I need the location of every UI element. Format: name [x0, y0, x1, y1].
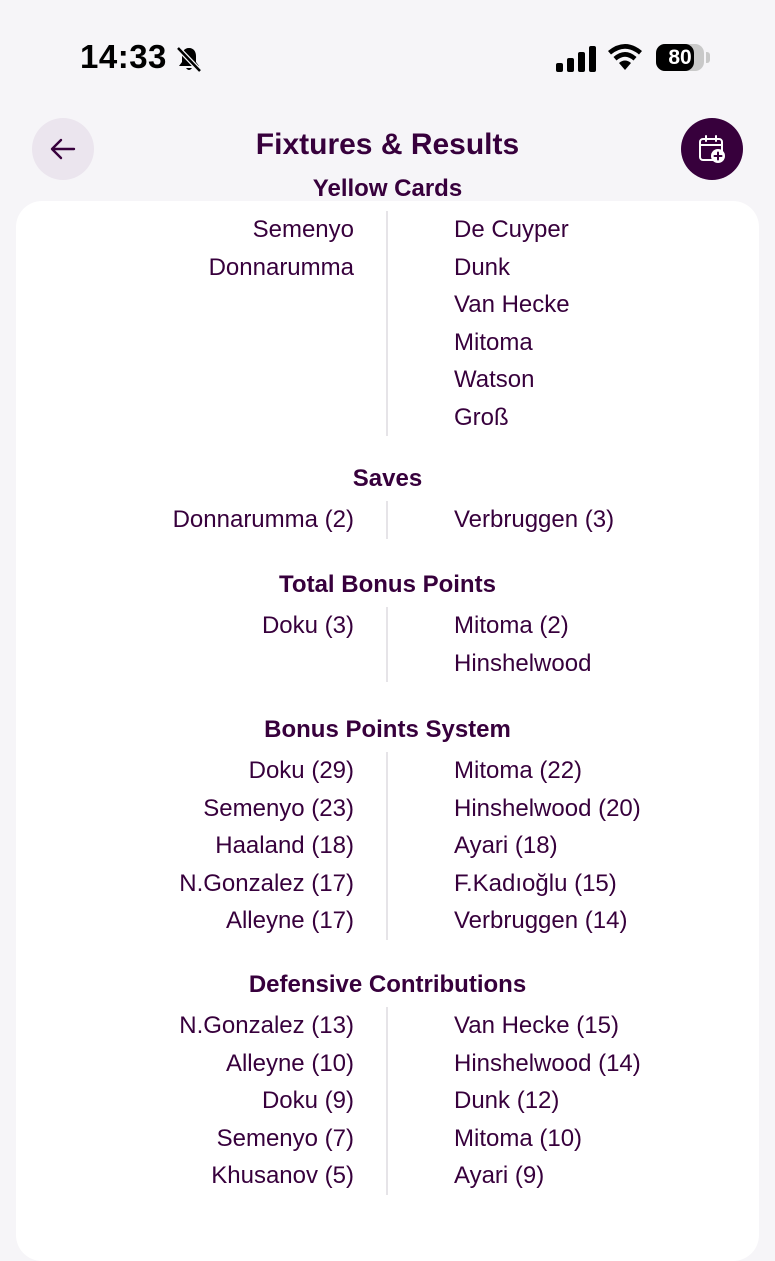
section-saves	[16, 461, 759, 567]
signal-icon	[556, 46, 596, 72]
stat-columns	[16, 211, 759, 436]
player-row: Mitoma (22)	[454, 757, 583, 784]
section-title: Bonus Points System	[264, 716, 511, 743]
wifi-icon	[607, 42, 643, 72]
player-row: Groß	[454, 403, 509, 431]
player-row: Dunk	[454, 253, 511, 281]
player-row: Hinshelwood (14)	[454, 1049, 641, 1077]
player-row: Watson	[454, 366, 535, 393]
away-column	[388, 211, 570, 436]
home-column	[16, 1007, 354, 1195]
stat-columns	[16, 501, 759, 539]
home-column	[16, 752, 354, 940]
status-bar	[0, 0, 775, 110]
stat-columns	[16, 752, 759, 940]
home-column	[16, 501, 354, 539]
player-row: Hinshelwood	[454, 649, 592, 677]
player-row: Ayari (9)	[454, 1162, 545, 1189]
section-title: Yellow Cards	[312, 175, 463, 202]
player-row: Dunk (12)	[454, 1087, 560, 1114]
stats-scroll-content	[16, 171, 759, 1195]
player-row: N.Gonzalez (13)	[179, 1012, 354, 1039]
player-row: Alleyne (10)	[225, 1049, 354, 1077]
section-defensive-contributions	[16, 967, 759, 1195]
home-column	[16, 211, 354, 436]
battery-indicator	[656, 44, 704, 71]
player-row: Verbruggen (14)	[454, 907, 628, 934]
player-row: Doku (9)	[261, 1087, 354, 1114]
player-row: Khusanov (5)	[211, 1162, 354, 1189]
player-row: Hinshelwood (20)	[454, 794, 641, 822]
player-row: Ayari (18)	[454, 832, 558, 859]
stat-columns	[16, 1007, 759, 1195]
player-row: F.Kadıoğlu (15)	[454, 869, 617, 897]
player-row: Semenyo	[252, 216, 354, 243]
player-row: Semenyo (23)	[203, 794, 354, 822]
player-row: N.Gonzalez (17)	[179, 869, 354, 897]
player-row: Donnarumma	[208, 253, 354, 281]
battery-nub	[706, 52, 710, 63]
player-row: De Cuyper	[454, 216, 569, 243]
home-column	[16, 607, 354, 682]
battery-percent: 80	[668, 46, 692, 69]
match-stats-card[interactable]	[16, 175, 759, 1261]
status-time: 14:33	[80, 38, 167, 75]
away-column	[388, 501, 614, 539]
player-row: Verbruggen (3)	[454, 506, 615, 533]
player-row: Haaland (18)	[215, 832, 354, 859]
away-column	[388, 607, 591, 682]
section-total-bonus-points	[16, 567, 759, 712]
player-row: Mitoma (2)	[454, 612, 569, 639]
player-row: Doku (29)	[248, 757, 354, 784]
section-title: Total Bonus Points	[279, 571, 496, 598]
section-bonus-points-system	[16, 712, 759, 967]
away-column	[388, 1007, 641, 1195]
player-row: Mitoma (10)	[454, 1124, 583, 1152]
calendar-add-icon	[697, 134, 727, 164]
stat-columns	[16, 607, 759, 682]
page-title: Fixtures & Results	[255, 128, 520, 161]
player-row: Mitoma	[454, 328, 533, 356]
away-column	[388, 752, 641, 940]
player-row: Alleyne (17)	[225, 907, 354, 934]
player-row: Van Hecke (15)	[454, 1012, 619, 1039]
player-row: Doku (3)	[261, 612, 354, 639]
player-row: Semenyo (7)	[216, 1124, 354, 1152]
section-title: Saves	[352, 465, 423, 492]
section-yellow-cards	[16, 171, 759, 461]
section-title: Defensive Contributions	[248, 971, 527, 998]
bell-slash-icon	[174, 44, 204, 74]
player-row: Van Hecke	[454, 291, 570, 318]
player-row: Donnarumma (2)	[172, 506, 354, 533]
